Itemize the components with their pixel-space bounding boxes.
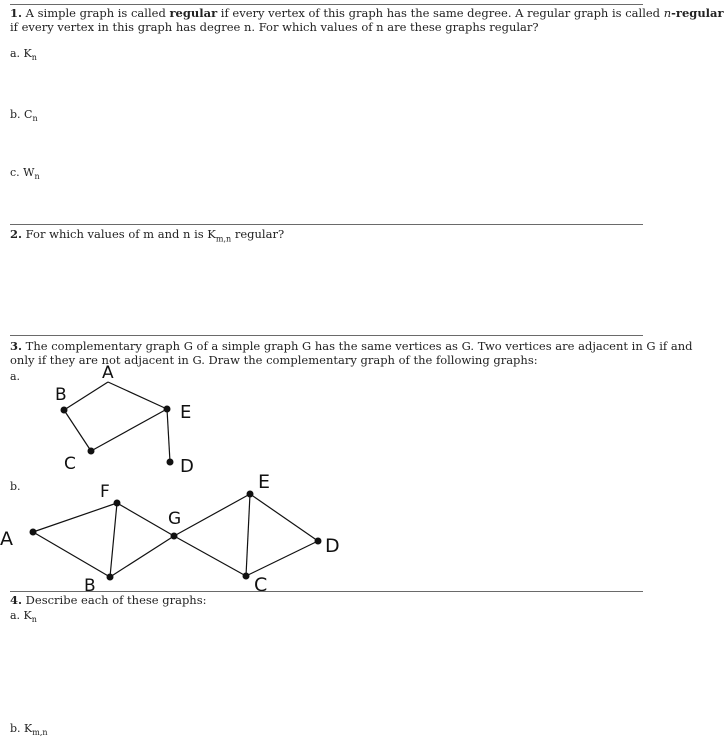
q3-part-a: a.	[10, 370, 21, 383]
graph-a-edge-C-E	[91, 409, 167, 451]
graph-a-vertex-D	[167, 459, 174, 466]
q4-number: 4.	[10, 593, 23, 607]
graph-a-label-C: C	[64, 454, 76, 474]
graph-a	[55, 363, 194, 477]
graph-b-edge-C-D	[246, 541, 318, 576]
q3-line2: only if they are not adjacent in G. Draw the complementary graph of the following graphs:	[10, 353, 538, 367]
q1-part-a: a. $K_n$	[10, 47, 37, 63]
q1-n-regular-term: -regular	[671, 6, 724, 20]
graph-a-vertex-E	[164, 406, 171, 413]
graph-b-vertex-E	[247, 491, 254, 498]
graph-b-edge-A-F	[33, 503, 117, 532]
graph-b-vertex-C	[243, 573, 250, 580]
q2-number: 2.	[10, 227, 23, 241]
q4-part-b: b. $K_{m,n}$	[10, 722, 48, 738]
graph-b-label-D: D	[325, 535, 340, 557]
q1-part-b: b. $C_n$	[10, 108, 38, 124]
graph-b-edge-E-D	[250, 494, 318, 541]
graph-a-vertex-C	[88, 448, 95, 455]
q1-line1-pre: A simple graph is called	[25, 6, 170, 20]
graph-b-vertex-F	[114, 500, 121, 507]
graph-b-label-F: F	[100, 482, 110, 502]
graph-b-edge-A-B	[33, 532, 110, 577]
graph-a-vertex-B	[61, 407, 68, 414]
graph-b-vertex-B	[107, 574, 114, 581]
q1-part-c: c. $W_n$	[10, 166, 40, 182]
graph-b-vertex-A	[30, 529, 37, 536]
graph-b-label-B: B	[84, 576, 96, 596]
graph-b-edge-G-E	[174, 494, 250, 536]
graph-b-label-E: E	[258, 471, 271, 493]
graph-b-edge-F-G	[117, 503, 174, 536]
q4-line: 4. Describe each of these graphs:	[10, 593, 207, 607]
q3-number: 3.	[10, 339, 23, 353]
graph-a-label-A: A	[102, 363, 114, 383]
q1-line1-mid: if every vertex of this graph has the same degree. A regular graph is called	[217, 6, 664, 20]
q4-top-rule	[10, 591, 643, 592]
q1-number: 1.	[10, 6, 23, 20]
q3-line1: 3. The complementary graph G of a simple graph G has the same vertices as G. Two vertices are adjacent in G if and	[10, 339, 693, 353]
graph-b-vertex-D	[315, 538, 322, 545]
graph-a-label-D: D	[180, 456, 194, 477]
q4-part-a: a. $K_n$	[10, 609, 37, 625]
q2-line: 2. For which values of m and n is $K_{m,n}$ regular?	[10, 227, 285, 244]
graph-a-edge-A-E	[108, 382, 167, 409]
graph-b-label-G: G	[168, 509, 182, 529]
graph-a-label-B: B	[55, 385, 67, 405]
graph-b-label-A: A	[0, 528, 13, 550]
graph-b-edge-F-B	[110, 503, 117, 577]
graph-a-edge-E-D	[167, 409, 170, 462]
graph-b-label-C: C	[254, 574, 268, 596]
graph-b-edge-E-C	[246, 494, 250, 576]
graph-a-edge-B-C	[64, 410, 91, 451]
graph-a-edge-B-A	[64, 382, 108, 410]
q1-regular-term: regular	[169, 6, 218, 20]
graph-b-edge-G-C	[174, 536, 246, 576]
graph-a-label-E: E	[180, 402, 192, 423]
graph-b	[0, 471, 340, 596]
q1-line2: if every vertex in this graph has degree n. For which values of n are these graphs regular?	[10, 20, 539, 34]
q1-n: n	[663, 6, 672, 20]
graph-b-vertex-G	[171, 533, 178, 540]
graph-b-edge-B-G	[110, 536, 174, 577]
q3-part-b: b.	[10, 480, 21, 493]
